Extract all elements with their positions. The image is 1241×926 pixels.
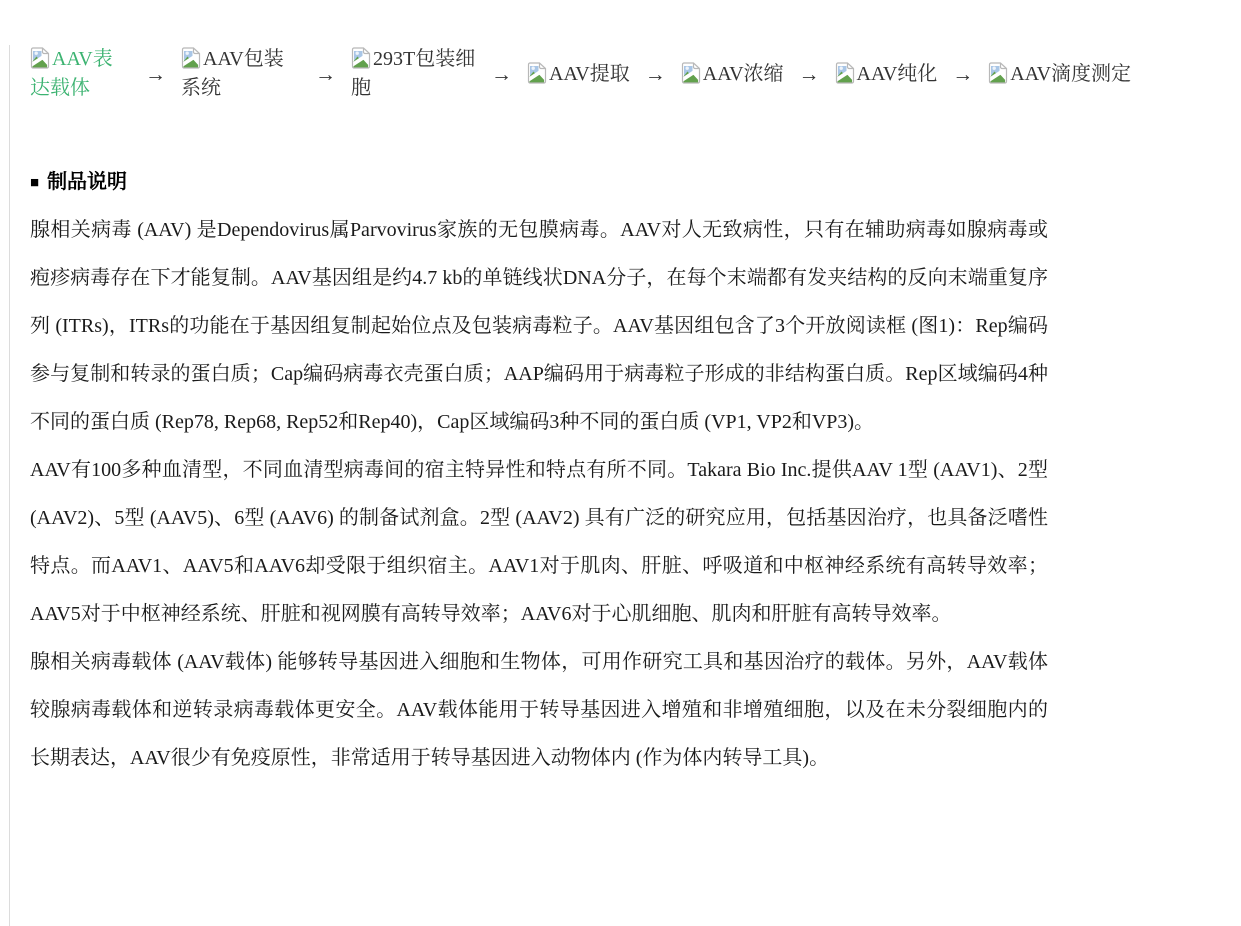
broken-image-icon [527, 62, 547, 84]
broken-image-icon [681, 62, 701, 84]
flow-step-label: AAV滴度测定 [1010, 62, 1132, 85]
flow-step-label: AAV包装系统 [181, 48, 284, 99]
section-heading [30, 169, 1241, 196]
aav-workflow-diagram [30, 45, 1241, 103]
flow-arrow-icon: → [315, 61, 336, 86]
flow-step-label: AAV浓缩 [702, 62, 784, 85]
paragraph-aav-serotypes: AAV有100多种血清型，不同血清型病毒间的宿主特异性和特点有所不同。Takara Bio Inc.提供AAV 1型 (AAV1)、2型 (AAV2)、5型 (AAV5)、6型 (AAV6) 的制备试剂盒。2型 (AAV2) 具有广泛的研究应用，包括基因治疗，也具备泛嗜性特点。而AAV1、AAV5和AAV6却受限于组织宿主。AAV1对于肌肉、肝脏、呼吸道和中枢神经系统有高转导效率；AAV5对于中枢神经系统、肝脏和视网膜有高转导效率；AAV6对于心肌细胞、肌肉和肝脏有高转导效率。 [30, 459, 1048, 625]
flow-arrow-icon: → [491, 61, 512, 86]
content-left-border [9, 45, 10, 926]
broken-image-icon [351, 47, 371, 69]
broken-image-icon [30, 47, 50, 69]
flow-step-aav-concentration [681, 60, 784, 89]
flow-step-aav-titer-assay [988, 60, 1131, 89]
flow-step-label: AAV表达载体 [30, 48, 113, 99]
broken-image-icon [835, 62, 855, 84]
flow-arrow-icon: → [145, 61, 166, 86]
flow-arrow-icon: → [644, 61, 666, 86]
flow-step-aav-packaging-system [181, 45, 300, 103]
flow-step-293t-packaging-cells [351, 45, 476, 103]
flow-step-aav-expression-vector[interactable] [30, 45, 130, 103]
section-bullet-icon: ■ [30, 175, 40, 191]
flow-arrow-icon: → [798, 61, 820, 86]
flow-arrow-icon: → [952, 61, 974, 86]
broken-image-icon [181, 47, 201, 69]
flow-step-label: AAV纯化 [856, 62, 938, 85]
broken-image-icon [988, 62, 1008, 84]
product-description-text [30, 206, 1048, 782]
flow-step-aav-purification [835, 60, 938, 89]
product-description-page [0, 45, 1241, 926]
section-title: 制品说明 [47, 171, 128, 193]
flow-step-label: AAV提取 [549, 62, 630, 85]
flow-step-label: 293T包装细胞 [351, 48, 476, 99]
paragraph-aav-vector: 腺相关病毒载体 (AAV载体) 能够转导基因进入细胞和生物体，可用作研究工具和基因治疗的载体。另外，AAV载体较腺病毒载体和逆转录病毒载体更安全。AAV载体能用于转导基因进入增殖和非增殖细胞，以及在未分裂细胞内的长期表达，AAV很少有免疫原性，非常适用于转导基因进入动物体内 (作为体内转导工具)。 [30, 651, 1048, 769]
flow-step-aav-extraction [527, 60, 630, 89]
paragraph-aav-overview: 腺相关病毒 (AAV) 是Dependovirus属Parvovirus家族的无包膜病毒。AAV对人无致病性，只有在辅助病毒如腺病毒或疱疹病毒存在下才能复制。AAV基因组是约4.7 kb的单链线状DNA分子，在每个末端都有发夹结构的反向末端重复序列 (ITRs)，ITRs的功能在于基因组复制起始位点及包装病毒粒子。AAV基因组包含了3个开放阅读框 (图1)：Rep编码参与复制和转录的蛋白质；Cap编码病毒衣壳蛋白质；AAP编码用于病毒粒子形成的非结构蛋白质。Rep区域编码4种不同的蛋白质 (Rep78, Rep68, Rep52和Rep40)，Cap区域编码3种不同的蛋白质 (VP1, VP2和VP3)。 [30, 219, 1048, 433]
